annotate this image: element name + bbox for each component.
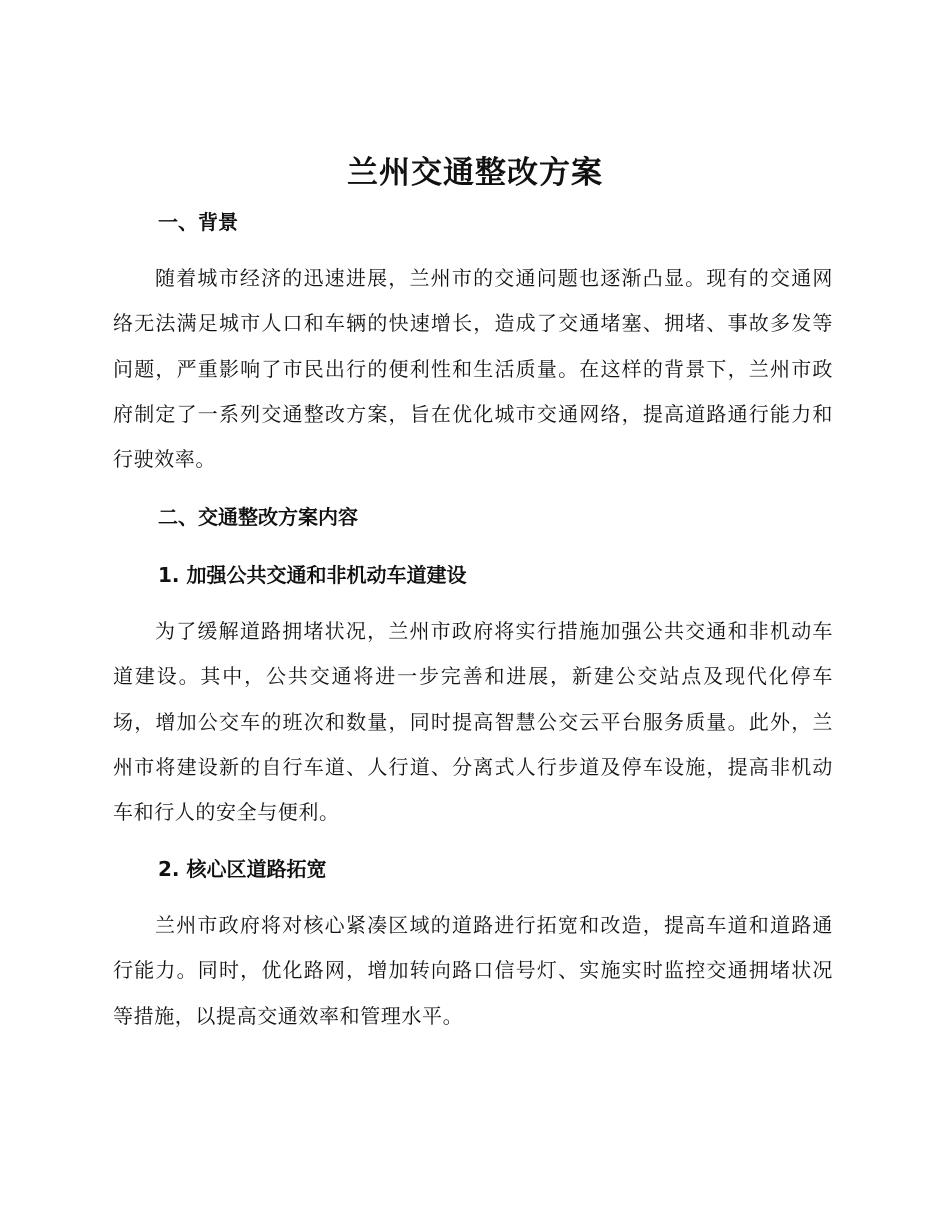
paragraph-background: 随着城市经济的迅速进展，兰州市的交通问题也逐渐凸显。现有的交通网络无法满足城市人口和车辆的快速增长，造成了交通堵塞、拥堵、事故多发等问题，严重影响了市民出行的便利性和生活质量。在这样的背景下，兰州市政府制定了一系列交通整改方案，旨在优化城市交通网络，提高道路通行能力和行驶效率。 xyxy=(113,266,833,472)
paragraph-road-widening: 兰州市政府将对核心紧凑区域的道路进行拓宽和改造，提高车道和道路通行能力。同时，优化路网，增加转向路口信号灯、实施实时监控交通拥堵状况等措施，以提高交通效率和管理水平。 xyxy=(113,913,833,1028)
document-title: 兰州交通整改方案 xyxy=(347,155,603,191)
subsection-heading-road-widening: 2. 核心区道路拓宽 xyxy=(158,857,327,881)
section-heading-plan-content: 二、交通整改方案内容 xyxy=(158,505,358,529)
section-heading-background: 一、背景 xyxy=(158,210,238,234)
paragraph-public-transport: 为了缓解道路拥堵状况，兰州市政府将实行措施加强公共交通和非机动车道建设。其中，公共交通将进一步完善和进展，新建公交站点及现代化停车场，增加公交车的班次和数量，同时提高智慧公交云平台服务质量。此外，兰州市将建设新的自行车道、人行道、分离式人行步道及停车设施，提高非机动车和行人的安全与便利。 xyxy=(113,619,833,825)
subsection-heading-public-transport: 1. 加强公共交通和非机动车道建设 xyxy=(158,563,467,587)
